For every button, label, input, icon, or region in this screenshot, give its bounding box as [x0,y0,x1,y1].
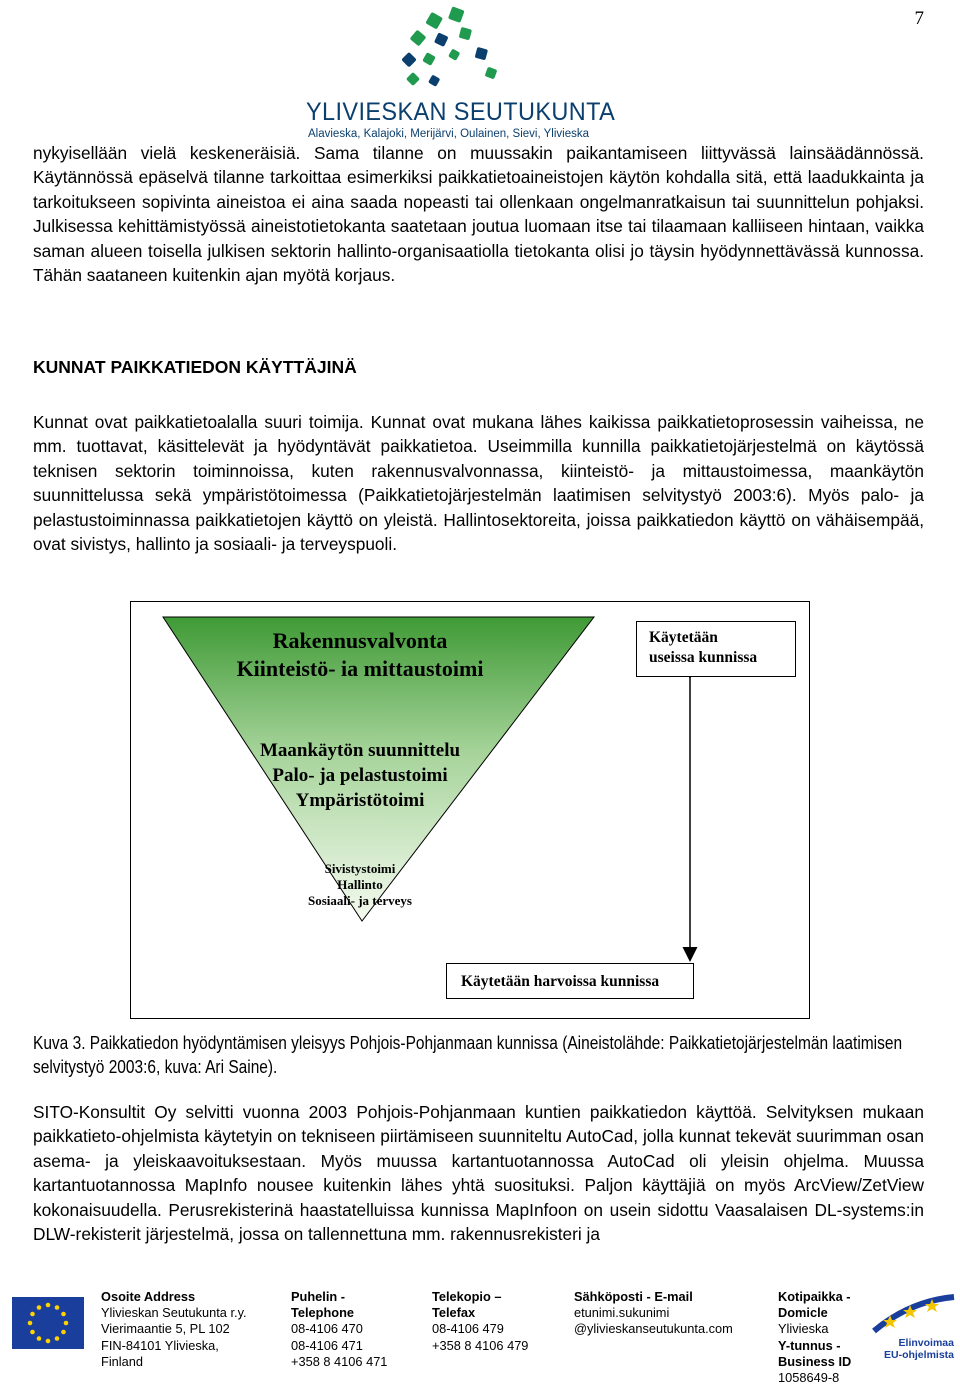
logo-dots-icon [300,4,630,100]
page-number: 7 [914,8,924,29]
footer-fax: Telekopio – Telefax 08-4106 479 +358 8 4106 479 [432,1289,529,1353]
eu-stars-icon [870,1291,956,1341]
tier3-text: Sivistystoimi Hallinto Sosiaali- ja terveys [308,861,412,908]
ylivieskan-seutukunta-logo [300,4,630,140]
eu-text-line-2: EU-ohjelmista [883,1349,954,1361]
box-useissa-kunnissa: Käytetään useissa kunnissa [636,621,796,677]
footer-phone: Puhelin - Telephone 08-4106 470 08-4106 471 +358 8 4106 471 [291,1289,388,1369]
logo-title: YLIVIESKAN SEUTUKUNTA [306,98,616,126]
eu-programs-logo [870,1291,956,1365]
tier2-text: Maankäytön suunnittelu Palo- ja pelastustoimi Ympäristötoimi [259,740,461,811]
tier1-text: Rakennusvalvonta Kiinteistö- ia mittaustoimi [236,628,484,681]
box-harvoissa-kunnissa: Käytetään harvoissa kunnissa [446,963,694,999]
eu-text-line-1: Elinvoimaa [898,1337,954,1349]
section-heading: KUNNAT PAIKKATIEDON KÄYTTÄJINÄ [33,357,357,377]
kunnat-paragraph: Kunnat ovat paikkatietoalalla suuri toimija. Kunnat ovat mukana lähes kaikissa paikkatietoprosessin vaiheissa, ne mm. tuottavat, käsittelevät ja hyödyntävät paikkatietoa. Useimmilla kunnilla paikkatietojärjestelmä on käytössä teknisen sektorin toiminnoissa, kuten rakennusvalvonnassa, kiinteistö- ja mittaustoimessa, maankäytön suunnittelussa sekä ympäristötoimessa (Paikkatietojärjestelmän laatimisen selvitystyö 2003:6). Myös palo- ja pelastustoiminnassa paikkatietojen käyttö on yleistä. Hallintosektoreita, joissa paikkatiedon käyttö on vähäisempää, ovat sivistys, hallinto ja sosiaali- ja terveyspuoli. [33,412,924,555]
footer [0,1285,960,1389]
eu-flag-icon [12,1297,84,1349]
logo-subtitle: Alavieska, Kalajoki, Merijärvi, Oulainen, Sievi, Ylivieska [308,128,590,140]
footer-email: Sähköposti - E-mail etunimi.sukunimi @ylivieskanseutukunta.com [574,1289,733,1337]
figure-caption: Kuva 3. Paikkatiedon hyödyntämisen yleisyys Pohjois-Pohjanmaan kunnissa (Aineistolähde: Paikkatietojärjestelmän laatimisen selvitystyö 2003:6, kuva: Ari Saine). [33,1033,903,1077]
usage-triangle-figure [130,601,810,1019]
intro-paragraph: nykyisellään vielä keskeneräisiä. Sama tilanne on muussakin paikantamiseen liittyvässä lainsäädännössä. Käytännössä epäselvä tilanne tarkoittaa esimerkiksi paikkatietoaineistojen käytön kohdalla sitä, että laadukkainta ja tarkoitukseen sopivinta aineistoa ei aina saada nopeasti tai ollenkaan ongelmanratkaisun tai suunnittelun pohjaksi. Julkisessa kehittämistyössä aineistotietokanta saatetaan joutua luomaan itse tai tilaamaan kalliiseen hintaan, vaikka saman alueen toisella julkisen sektorin hallinto-organisaatiolla tietokanta olisi jo täysin hyödynnettävässä kunnossa. Tähän saataneen kuitenkin ajan myötä korjaus. [33,143,924,286]
footer-address: Osoite Address Ylivieskan Seutukunta r.y. Vierimaantie 5, PL 102 FIN-84101 Ylivieska, Finland [101,1289,247,1369]
footer-domicile: Kotipaikka - Domicle Ylivieska Y-tunnus - Business ID 1058649-8 [778,1289,852,1386]
sito-paragraph: SITO-Konsultit Oy selvitti vuonna 2003 Pohjois-Pohjanmaan kuntien paikkatiedon käyttöä. Selvityksen mukaan paikkatieto-ohjelmista käytetyin on tekniseen piirtämiseen suunniteltu AutoCad, jolla kunnat tekevät suurimman osan asema- ja yleiskaavoituksestaan. Myös muussa kartantuotannossa AutoCad oli yleisin ohjelma. Muussa kartantuotannossa MapInfo nousee kuitenkin lähes yhtä suosituksi. Paljon käyttäjiä on myös ArcView/ZetView kokonaisuudella. Perusrekisterinä haastatelluissa kunnissa MapInfoon on usein sidottu Vaasalaisen DL-systems:in DLW-rekisterit järjestelmä, jossa on tallennettuna mm. rakennusrekisteri ja [33,1102,924,1245]
